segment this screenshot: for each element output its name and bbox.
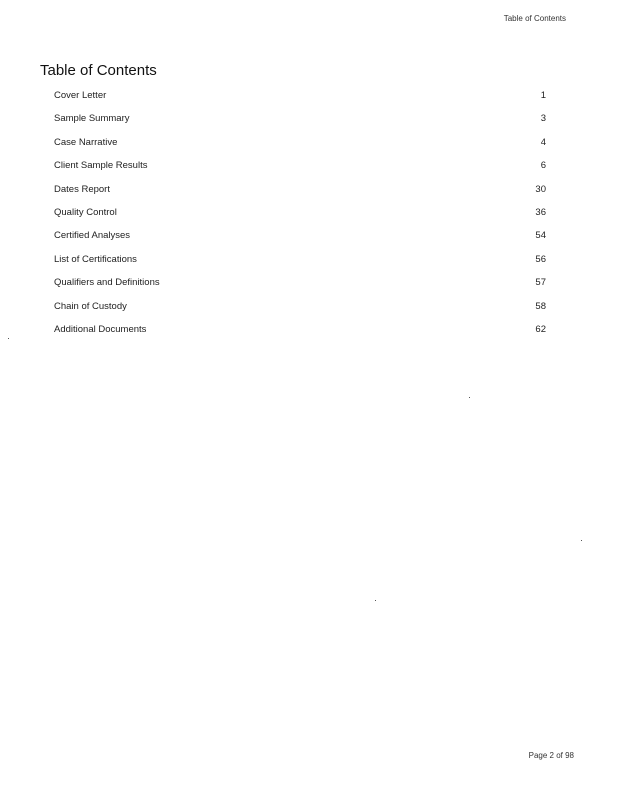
toc-entry-dates-report[interactable] bbox=[54, 180, 546, 203]
toc-entry-page-number: 62 bbox=[535, 323, 546, 335]
toc-entry-title: Case Narrative bbox=[54, 136, 118, 148]
running-header: Table of Contents bbox=[503, 14, 566, 23]
toc-entry-client-sample-results[interactable] bbox=[54, 156, 546, 179]
toc-entry-list-of-certifications[interactable] bbox=[54, 250, 546, 273]
scan-speck bbox=[8, 338, 9, 339]
toc-entry-title: Qualifiers and Definitions bbox=[54, 277, 160, 289]
toc-entry-title: Certified Analyses bbox=[54, 230, 131, 242]
toc-entry-additional-documents[interactable] bbox=[54, 320, 546, 343]
scan-speck bbox=[375, 600, 376, 601]
toc-entry-case-narrative[interactable] bbox=[54, 133, 546, 156]
toc-entry-page-number: 36 bbox=[535, 206, 546, 218]
toc-entry-page-number: 56 bbox=[535, 253, 546, 265]
page-title: Table of Contents bbox=[40, 62, 157, 79]
toc-entry-sample-summary[interactable] bbox=[54, 109, 546, 132]
toc-entry-chain-of-custody[interactable] bbox=[54, 297, 546, 320]
toc-entry-page-number: 1 bbox=[540, 90, 546, 101]
toc-entry-title: List of Certifications bbox=[54, 253, 137, 265]
toc-entry-certified-analyses[interactable] bbox=[54, 226, 546, 249]
toc-entry-title: Client Sample Results bbox=[54, 160, 148, 172]
toc-entry-page-number: 4 bbox=[540, 136, 546, 148]
table-of-contents bbox=[54, 86, 546, 343]
toc-entry-page-number: 57 bbox=[535, 277, 546, 289]
toc-entry-title: Cover Letter bbox=[54, 90, 107, 101]
toc-entry-title: Quality Control bbox=[54, 206, 117, 218]
toc-entry-page-number: 3 bbox=[540, 113, 546, 125]
toc-entry-title: Sample Summary bbox=[54, 113, 130, 125]
toc-entry-title: Dates Report bbox=[54, 183, 110, 195]
toc-entry-qualifiers-and-definitions[interactable] bbox=[54, 273, 546, 296]
toc-entry-cover-letter[interactable] bbox=[54, 86, 546, 109]
toc-entry-title: Additional Documents bbox=[54, 323, 147, 335]
page-number-footer: Page 2 of 98 bbox=[528, 751, 574, 760]
scan-speck bbox=[581, 540, 582, 541]
toc-entry-page-number: 6 bbox=[540, 160, 546, 172]
toc-entry-page-number: 58 bbox=[535, 300, 546, 312]
scan-speck bbox=[469, 397, 470, 398]
toc-entry-page-number: 30 bbox=[535, 183, 546, 195]
toc-entry-page-number: 54 bbox=[535, 230, 546, 242]
toc-entry-title: Chain of Custody bbox=[54, 300, 127, 312]
toc-entry-quality-control[interactable] bbox=[54, 203, 546, 226]
